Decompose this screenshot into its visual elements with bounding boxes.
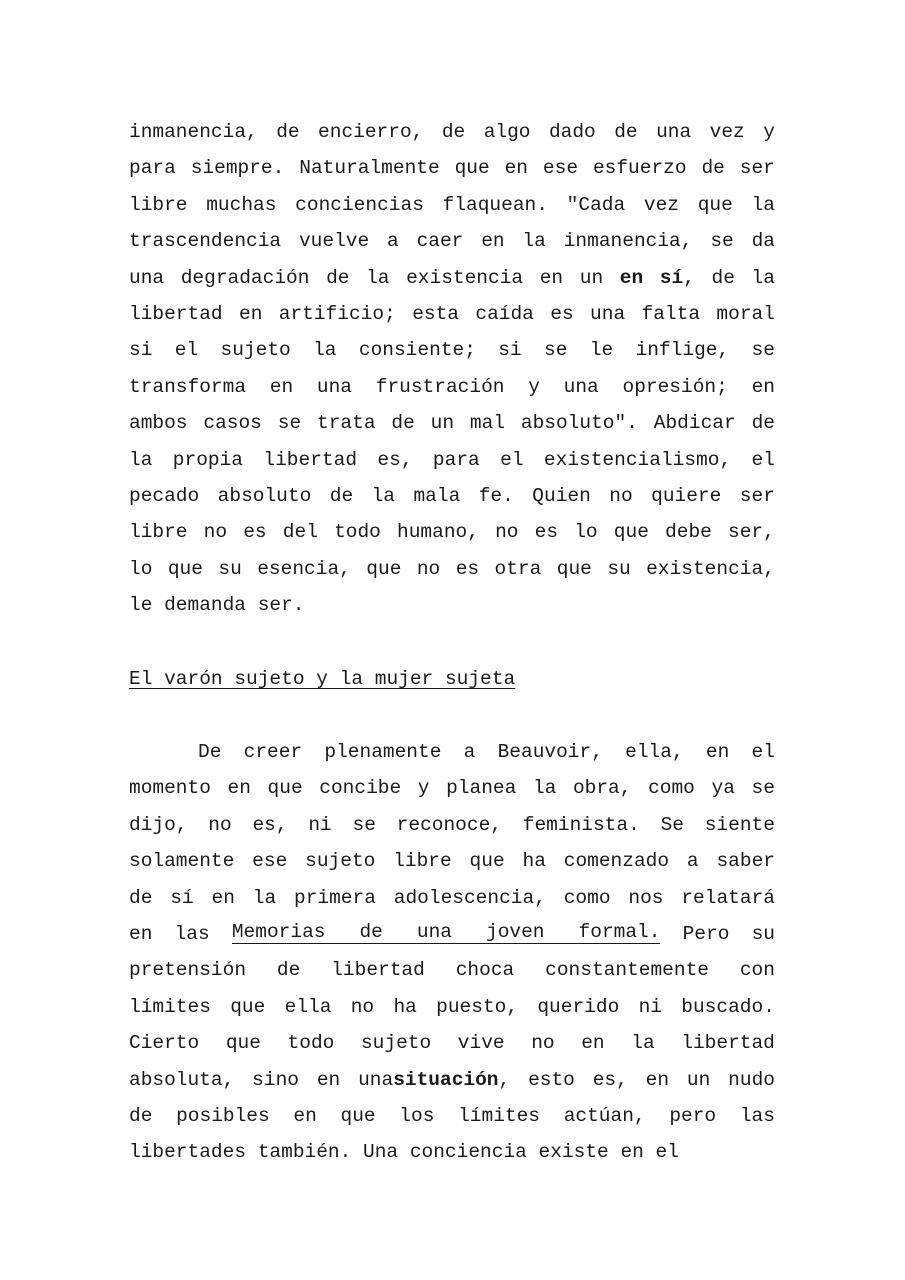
- paragraph-1-line: le demanda ser.: [129, 594, 305, 617]
- paragraph-2-line: momento en que concibe y planea la obra, como ya se: [129, 777, 775, 800]
- section-heading: El varón sujeto y la mujer sujeta: [129, 668, 516, 690]
- paragraph-2-line: de posibles en que los límites actúan, pero las: [129, 1105, 775, 1127]
- paragraph-1-line: si el sujeto la consiente; si se le inflige, se: [129, 339, 775, 362]
- book-title-link: Memorias de una joven formal.: [231, 921, 661, 943]
- paragraph-1-line: ambos casos se trata de un mal absoluto". Abdicar de: [129, 412, 775, 435]
- paragraph-2-line: límites que ella no ha puesto, querido ni buscado.: [129, 995, 775, 1018]
- paragraph-1-line: libertad en artificio; esta caída es una falta moral: [129, 303, 775, 325]
- paragraph-2-line: dijo, no es, ni se reconoce, feminista. Se siente: [129, 813, 775, 836]
- paragraph-2-line: Cierto que todo sujeto vive no en la libertad: [129, 1032, 775, 1055]
- paragraph-1-line: pecado absoluto de la mala fe. Quien no quiere ser: [129, 485, 775, 507]
- paragraph-1-line: para siempre. Naturalmente que en ese esfuerzo de ser: [129, 157, 775, 180]
- paragraph-1-line: libre no es del todo humano, no es lo que debe ser,: [129, 521, 775, 544]
- paragraph-1-line: una degradación de la existencia en un en sí, de la: [129, 266, 775, 289]
- paragraph-1-line: inmanencia, de encierro, de algo dado de una vez y: [129, 121, 775, 143]
- paragraph-2-line: en las Memorias de una joven formal. Pero su: [129, 921, 775, 945]
- paragraph-2-line: libertades también. Una conciencia existe en el: [129, 1141, 679, 1164]
- paragraph-1-line: trascendencia vuelve a caer en la inmanencia, se da: [129, 230, 775, 253]
- paragraph-2-line: solamente ese sujeto libre que ha comenzado a saber: [129, 850, 775, 873]
- paragraph-2-line: De creer plenamente a Beauvoir, ella, en el: [198, 741, 775, 763]
- paragraph-1-line: la propia libertad es, para el existencialismo, el: [129, 448, 775, 471]
- paragraph-1-line: transforma en una frustración y una opresión; en: [129, 375, 775, 398]
- paragraph-2-line: absoluta, sino en unasituación, esto es, en un nudo: [129, 1068, 775, 1091]
- paragraph-1-line: libre muchas conciencias flaquean. "Cada vez que la: [129, 193, 775, 216]
- paragraph-2-line: pretensión de libertad choca constantemente con: [129, 959, 775, 982]
- paragraph-1-line: lo que su esencia, que no es otra que su existencia,: [129, 557, 775, 580]
- paragraph-2-line: de sí en la primera adolescencia, como nos relatará: [129, 886, 775, 909]
